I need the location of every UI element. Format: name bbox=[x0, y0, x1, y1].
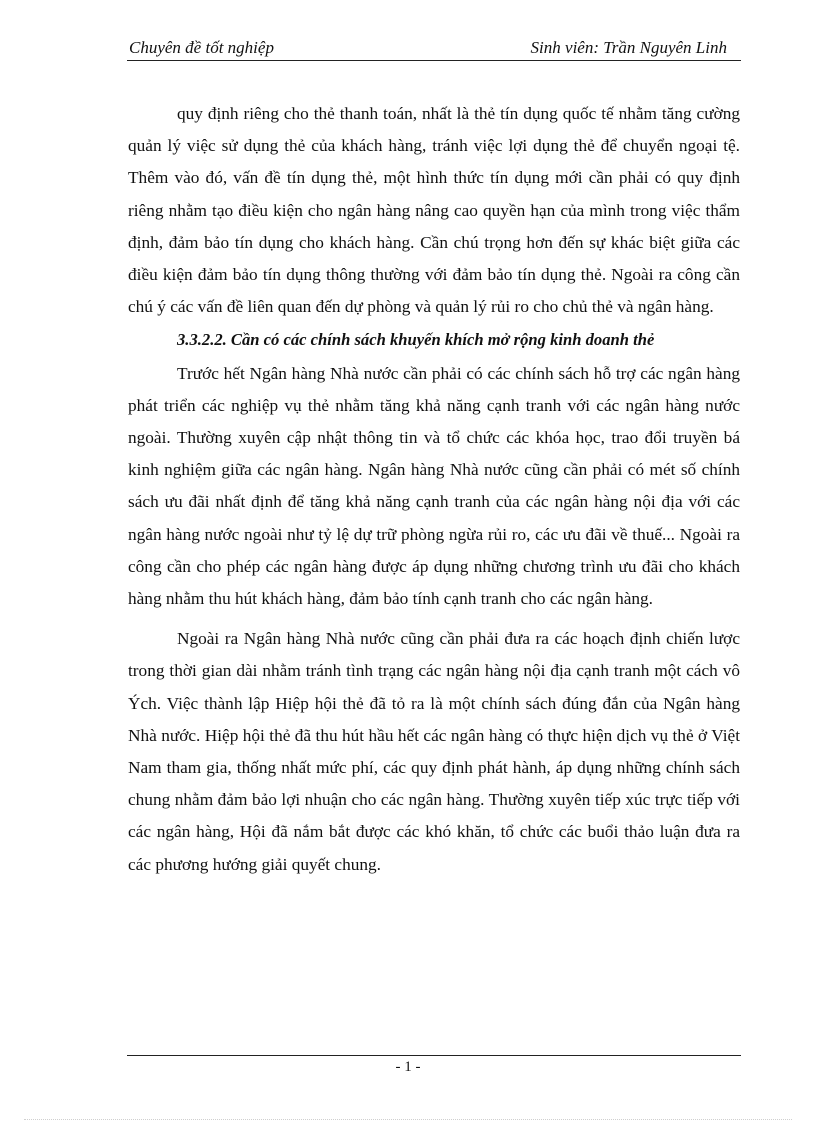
page-body bbox=[128, 98, 740, 881]
section-heading: 3.3.2.2. Cần có các chính sách khuyến khích mở rộng kinh doanh thẻ bbox=[177, 330, 655, 350]
header-student-name: Sinh viên: Trần Nguyên Linh bbox=[530, 38, 727, 57]
body-paragraph-1: quy định riêng cho thẻ thanh toán, nhất là thẻ tín dụng quốc tế nhằm tăng cường quản lý việc sử dụng thẻ của khách hàng, tránh việc lợi dụng thẻ để chuyển ngoại tệ. Thêm vào đó, vấn đề tín dụng thẻ, một hình thức tín dụng mới cần phải có quy định riêng nhằm tạo điều kiện cho ngân hàng nâng cao quyền hạn của mình trong việc thẩm định, đảm bảo tín dụng cho khách hàng. Cần chú trọng hơn đến sự khác biệt giữa các điều kiện đảm bảo tín dụng thông thường với đảm bảo tín dụng thẻ. Ngoài ra công cần chú ý các vấn đề liên quan đến dự phòng và quản lý rủi ro cho chủ thẻ và ngân hàng. bbox=[128, 104, 740, 317]
page-header bbox=[127, 36, 741, 61]
header-document-title: Chuyên đề tốt nghiệp bbox=[129, 38, 274, 57]
body-paragraph-2: Trước hết Ngân hàng Nhà nước cần phải có các chính sách hỗ trợ các ngân hàng phát triển các nghiệp vụ thẻ nhằm tăng khả năng cạnh tranh với các ngân hàng nước ngoài. Thường xuyên cập nhật thông tin và tổ chức các khóa học, trao đổi truyền bá kinh nghiệm giữa các ngân hàng. Ngân hàng Nhà nước cũng cần phải có mét số chính sách ưu đãi nhất định để tăng khả năng cạnh tranh của các ngân hàng nội địa với các ngân hàng nước ngoài như tỷ lệ dự trữ phòng ngừa rủi ro, các ưu đãi về thuế... Ngoài ra công cần cho phép các ngân hàng được áp dụng những chương trình ưu đãi cho khách hàng nhằm thu hút khách hàng, đảm bảo tính cạnh tranh cho các ngân hàng. bbox=[128, 363, 740, 609]
footer-divider bbox=[127, 1055, 741, 1056]
page-edge-divider bbox=[24, 1119, 792, 1120]
page-number: - 1 - bbox=[395, 1059, 421, 1075]
body-paragraph-3: Ngoài ra Ngân hàng Nhà nước cũng cần phải đưa ra các hoạch định chiến lược trong thời gian dài nhằm tránh tình trạng các ngân hàng nội địa cạnh tranh một cách vô Ých. Việc thành lập Hiệp hội thẻ đã tỏ ra là một chính sách đúng đắn của Ngân hàng Nhà nước. Hiệp hội thẻ đã thu hút hầu hết các ngân hàng có thực hiện dịch vụ thẻ ở Việt Nam tham gia, thống nhất mức phí, các quy định phát hành, áp dụng những chính sách chung nhằm đảm bảo lợi nhuận cho các ngân hàng. Thường xuyên tiếp xúc trực tiếp với các ngân hàng, Hội đã nắm bắt được các khó khăn, tổ chức các buổi thảo luận đưa ra các phương hướng giải quyết chung. bbox=[128, 629, 740, 874]
